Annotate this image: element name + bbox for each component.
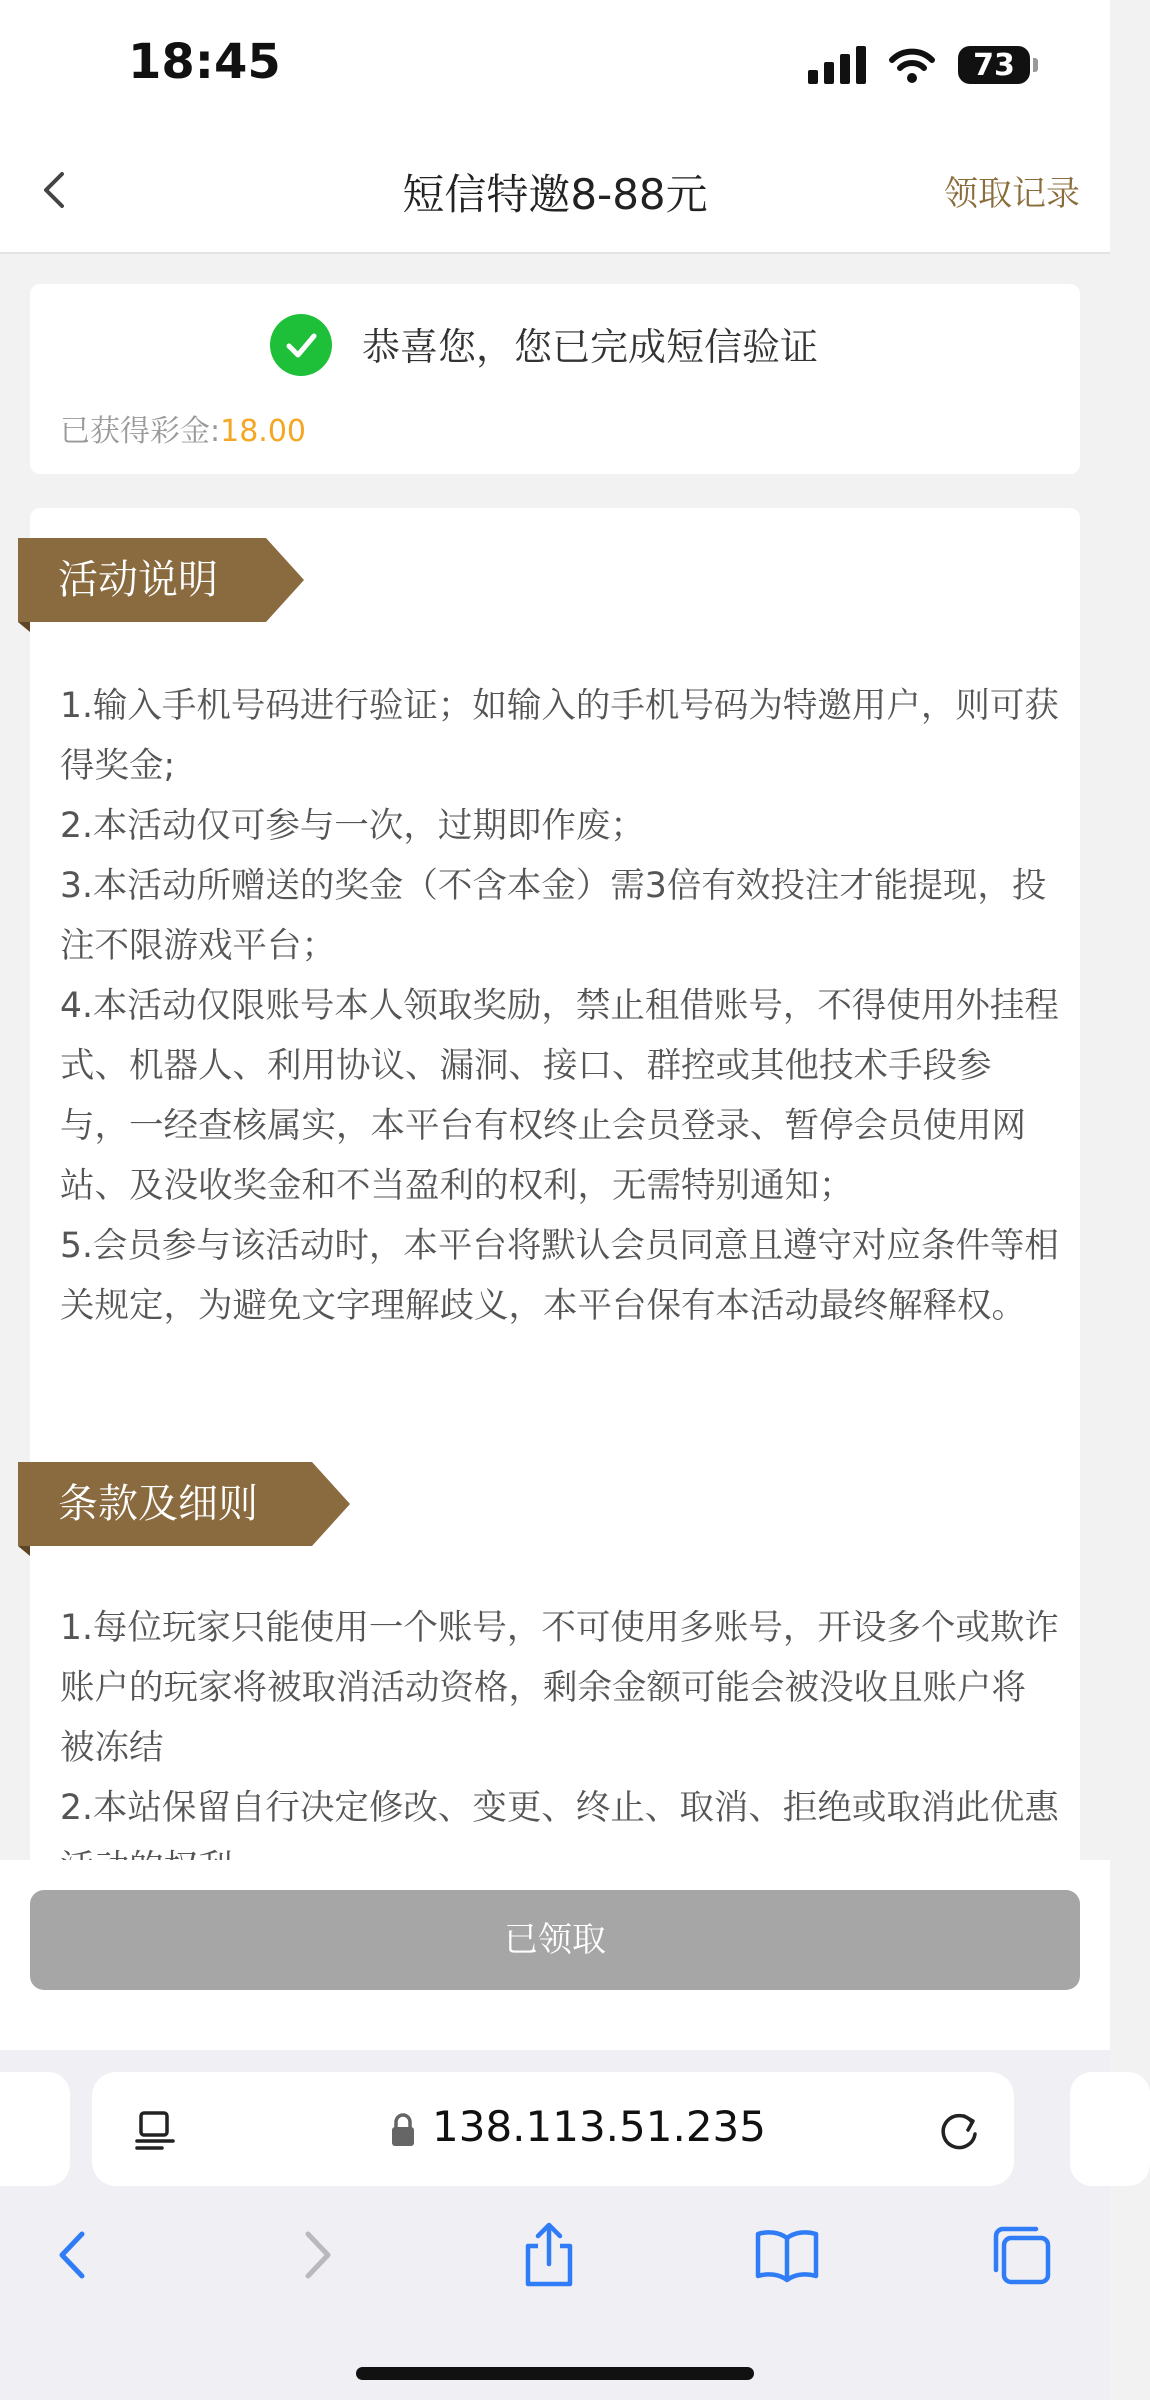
check-circle-icon (270, 314, 332, 376)
page-title: 短信特邀8-88元 (402, 170, 708, 219)
rules-card (30, 508, 1080, 1908)
activity-rules (60, 676, 1060, 1336)
browser-back-icon[interactable] (40, 2220, 110, 2290)
terms-title-ribbon: 条款及细则 (18, 1462, 312, 1546)
bonus-value: 18.00 (220, 414, 306, 449)
activity-rule: 3.本活动所赠送的奖金（不含本金）需3倍有效投注才能提现，投注不限游戏平台； (60, 866, 1047, 966)
bookmarks-icon[interactable] (752, 2220, 822, 2290)
reload-icon[interactable] (934, 2104, 984, 2154)
terms-rule: 2.本站保留自行决定修改、变更、终止、取消、拒绝或取消此优惠 (60, 1788, 1059, 1828)
terms-rules (60, 1598, 1060, 1898)
verification-success-card (30, 284, 1080, 474)
nav-header (0, 130, 1110, 254)
page-menu-icon[interactable] (132, 2107, 178, 2153)
claim-records-link[interactable]: 领取记录 (944, 174, 1080, 214)
activity-rule: 4.本活动仅限账号本人领取奖励，禁止租借账号，不得使用外挂程式、机器人、利用协议、漏洞、接口、群控或其他技术手段参与，一经查核属实，本平台有权终止会员登录、暂停会员使用网站、及没收奖金和不当盈利的权利，无需特别通知； (60, 986, 1059, 1206)
success-message: 恭喜您，您已完成短信验证 (362, 325, 819, 369)
browser-toolbar (0, 2050, 1110, 2400)
footer-bar (0, 1860, 1110, 2050)
cellular-signal-icon (808, 46, 866, 84)
activity-rule: 2.本活动仅可参与一次，过期即作废； (60, 806, 645, 846)
bonus-row (60, 406, 306, 450)
activity-title-ribbon: 活动说明 (18, 538, 266, 622)
activity-rule: 1.输入手机号码进行验证；如输入的手机号码为特邀用户，则可获得奖金; (60, 686, 1059, 786)
battery-icon: 73 (958, 46, 1030, 84)
status-bar (0, 0, 1110, 130)
bonus-label: 已获得彩金: (60, 414, 221, 449)
address-bar[interactable] (92, 2072, 1014, 2186)
tabs-icon[interactable] (986, 2220, 1056, 2290)
status-time: 18:45 (128, 34, 281, 90)
wifi-icon (888, 46, 936, 84)
activity-rule: 5.会员参与该活动时，本平台将默认会员同意且遵守对应条件等相关规定，为避免文字理解歧义，本平台保有本活动最终解释权。 (60, 1226, 1059, 1326)
content-area[interactable] (0, 254, 1110, 1860)
claimed-button[interactable]: 已领取 (30, 1890, 1080, 1990)
status-icons (808, 40, 1030, 90)
next-tab-preview[interactable] (1070, 2072, 1150, 2186)
browser-forward-icon[interactable] (280, 2220, 350, 2290)
lock-icon (390, 2112, 416, 2148)
url-text: 138.113.51.235 (432, 2102, 766, 2151)
home-indicator[interactable] (356, 2367, 754, 2380)
terms-rule: 1.每位玩家只能使用一个账号，不可使用多账号，开设多个或欺诈账户的玩家将被取消活动资格，剩余金额可能会被没收且账户将被冻结 (60, 1608, 1059, 1768)
share-icon[interactable] (514, 2220, 584, 2290)
previous-tab-preview[interactable] (0, 2072, 70, 2186)
